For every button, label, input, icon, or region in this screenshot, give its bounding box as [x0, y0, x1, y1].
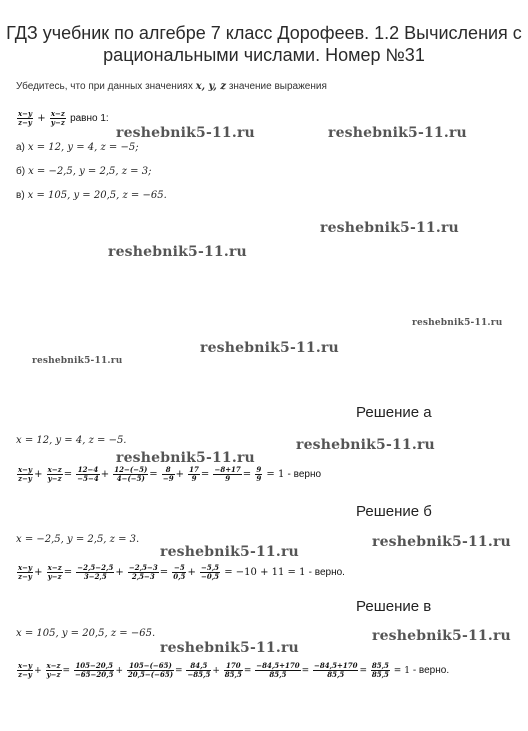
fraction-numerator: 105−(−65) — [127, 662, 174, 671]
fraction — [162, 466, 175, 483]
fraction-denominator: y−z — [47, 474, 62, 483]
fraction-denominator: −5−4 — [77, 474, 99, 483]
fraction — [17, 564, 33, 581]
fraction-numerator: −5,5 — [201, 563, 220, 572]
fraction — [17, 662, 33, 679]
fraction-denominator: 2,5−3 — [131, 572, 155, 581]
verdict-text: - верно — [287, 469, 322, 480]
fraction-numerator: 12−4 — [77, 465, 99, 474]
fraction-numerator: 105−20,5 — [75, 661, 113, 670]
intro-text: Убедитесь, что при данных значениях — [16, 81, 193, 92]
fraction-denominator: z−y — [18, 474, 33, 483]
fraction-denominator: z−y — [18, 572, 33, 581]
fraction-denominator: −9 — [162, 474, 174, 483]
fraction — [76, 564, 114, 581]
equals-text: равно 1: — [70, 113, 109, 124]
fraction-denominator: 3−2,5 — [83, 572, 107, 581]
fraction — [128, 564, 159, 581]
fraction-numerator: x−z — [46, 661, 61, 670]
verdict-text: - верно. — [412, 665, 450, 676]
fraction — [47, 466, 63, 483]
watermark: reshebnik5-11.ru — [32, 356, 123, 366]
watermark: reshebnik5-11.ru — [320, 220, 459, 236]
fraction — [186, 662, 211, 679]
fraction-denominator: 85,5 — [224, 670, 242, 679]
fraction-numerator: x−y — [18, 109, 33, 118]
fraction-denominator: 9 — [191, 474, 197, 483]
solution-line: $\frac{x-y}{z-y}$ + $\frac{x-z}{y-z}$ = $\frac{-2,5-2,5}{3-2,5}$ + $\frac{-2,5-3}{2,5-3}$ = $\frac{-5}{0,5}$ + $\frac{-5,5}{-0,5}$ = −10 + 11 = 1 - верно. — [18, 563, 345, 581]
fraction-numerator: 85,5 — [371, 661, 389, 670]
fraction-numerator: −2,5−3 — [128, 563, 158, 572]
fraction — [255, 466, 262, 483]
fraction — [213, 466, 241, 483]
watermark: reshebnik5-11.ru — [160, 640, 299, 656]
page-title-line2: рациональными числами. Номер №31 — [103, 45, 425, 65]
fraction-numerator: −2,5−2,5 — [77, 563, 114, 572]
fraction-denominator: y−z — [47, 572, 62, 581]
fraction-denominator: −0,5 — [201, 572, 220, 581]
watermark: reshebnik5-11.ru — [116, 125, 255, 141]
verdict-text: - верно. — [308, 567, 345, 578]
fraction — [47, 564, 63, 581]
watermark: reshebnik5-11.ru — [108, 244, 247, 260]
fraction-denominator: 9 — [256, 474, 262, 483]
fraction — [46, 662, 62, 679]
solution-condition: x = 12, y = 4, z = −5. — [16, 435, 127, 446]
solution-heading: Решение в — [356, 598, 432, 615]
solution-heading: Решение а — [356, 404, 432, 421]
watermark: reshebnik5-11.ru — [116, 450, 255, 466]
watermark: reshebnik5-11.ru — [328, 125, 467, 141]
solution-line: $\frac{x-y}{z-y}$ + $\frac{x-z}{y-z}$ = $\frac{105-20,5}{-65-20,5}$ + $\frac{105-(-65)}{20,5-(-65)}$ = $\frac{84,5}{-85,5}$ + $\frac{170}{85,5}$ = $\frac{-84,5+170}{85,5}$ = $\frac{-84,5+170}{85,5}$ = $\frac{85,5}{85,5}$ = 1 - верно. — [18, 661, 450, 679]
fraction-denominator: 85,5 — [269, 670, 287, 679]
fraction — [74, 662, 115, 679]
page-title — [0, 22, 528, 66]
fraction-numerator: x−z — [50, 109, 65, 118]
fraction-denominator: −85,5 — [187, 670, 211, 679]
task-expression: $\frac{x-y}{z-y}$ + $\frac{x-z}{y-z}$ равно 1: — [18, 109, 109, 127]
watermark: reshebnik5-11.ru — [296, 437, 435, 453]
fraction-denominator: 9 — [225, 474, 231, 483]
fraction-numerator: x−y — [18, 661, 33, 670]
fraction — [224, 662, 243, 679]
fraction — [371, 662, 390, 679]
fraction-numerator: x−y — [18, 563, 33, 572]
fraction-denominator: 85,5 — [371, 670, 389, 679]
solution-heading: Решение б — [356, 503, 432, 520]
task-item-c: в) x = 105, y = 20,5, z = −65. — [16, 190, 167, 201]
fraction — [17, 466, 33, 483]
intro-vars: x, y, z — [195, 81, 227, 92]
fraction-denominator: −65−20,5 — [74, 670, 114, 679]
watermark: reshebnik5-11.ru — [372, 534, 511, 550]
fraction — [200, 564, 220, 581]
fraction-denominator: 0,5 — [173, 572, 186, 581]
fraction-numerator: x−y — [18, 465, 33, 474]
fraction-denominator: 4−(−5) — [116, 474, 145, 483]
watermark: reshebnik5-11.ru — [200, 340, 339, 356]
fraction-numerator: −5 — [173, 563, 185, 572]
fraction-numerator: −84,5+170 — [256, 661, 300, 670]
fraction — [313, 662, 358, 679]
fraction-denominator: 85,5 — [327, 670, 345, 679]
fraction-numerator: −8+17 — [214, 465, 241, 474]
fraction-numerator: x−z — [47, 563, 62, 572]
task-intro — [16, 81, 327, 92]
fraction — [113, 466, 148, 483]
fraction-denominator: 20,5−(−65) — [127, 670, 174, 679]
fraction — [172, 564, 186, 581]
intro-tail: значение выражения — [228, 81, 327, 92]
solution-condition: x = 105, y = 20,5, z = −65. — [16, 628, 156, 639]
solution-line: $\frac{x-y}{z-y}$ + $\frac{x-z}{y-z}$ = $\frac{12-4}{-5-4}$ + $\frac{12-(-5)}{4-(-5)}$ = $\frac{8}{-9}$ + $\frac{17}{9}$ = $\frac{-8+17}{9}$ = $\frac{9}{9}$ = 1 - верно — [18, 465, 322, 483]
page-title-line1: ГДЗ учебник по алгебре 7 класс Дорофеев. 1.2 Вычисления с — [6, 23, 522, 43]
fraction — [76, 466, 99, 483]
fraction — [17, 110, 33, 127]
fraction-numerator: 12−(−5) — [114, 465, 148, 474]
fraction-numerator: 170 — [224, 662, 243, 671]
fraction-numerator: 9 — [256, 465, 262, 474]
fraction — [255, 662, 300, 679]
fraction — [127, 662, 174, 679]
fraction — [188, 466, 200, 483]
fraction-denominator: z−y — [18, 670, 33, 679]
fraction-numerator: 84,5 — [186, 662, 211, 671]
watermark: reshebnik5-11.ru — [372, 628, 511, 644]
fraction-numerator: 17 — [189, 465, 199, 474]
watermark: reshebnik5-11.ru — [412, 318, 503, 328]
task-item-a: а) x = 12, y = 4, z = −5; — [16, 142, 139, 153]
fraction-numerator: x−z — [47, 465, 62, 474]
fraction-denominator: y−z — [50, 118, 65, 127]
fraction-denominator: z−y — [18, 118, 33, 127]
fraction — [50, 110, 66, 127]
solution-condition: x = −2,5, y = 2,5, z = 3. — [16, 534, 140, 545]
fraction-denominator: y−z — [46, 670, 61, 679]
fraction-numerator: −84,5+170 — [314, 661, 358, 670]
fraction-numerator: 8 — [162, 466, 175, 475]
task-item-b: б) x = −2,5, y = 2,5, z = 3; — [16, 166, 152, 177]
watermark: reshebnik5-11.ru — [160, 544, 299, 560]
